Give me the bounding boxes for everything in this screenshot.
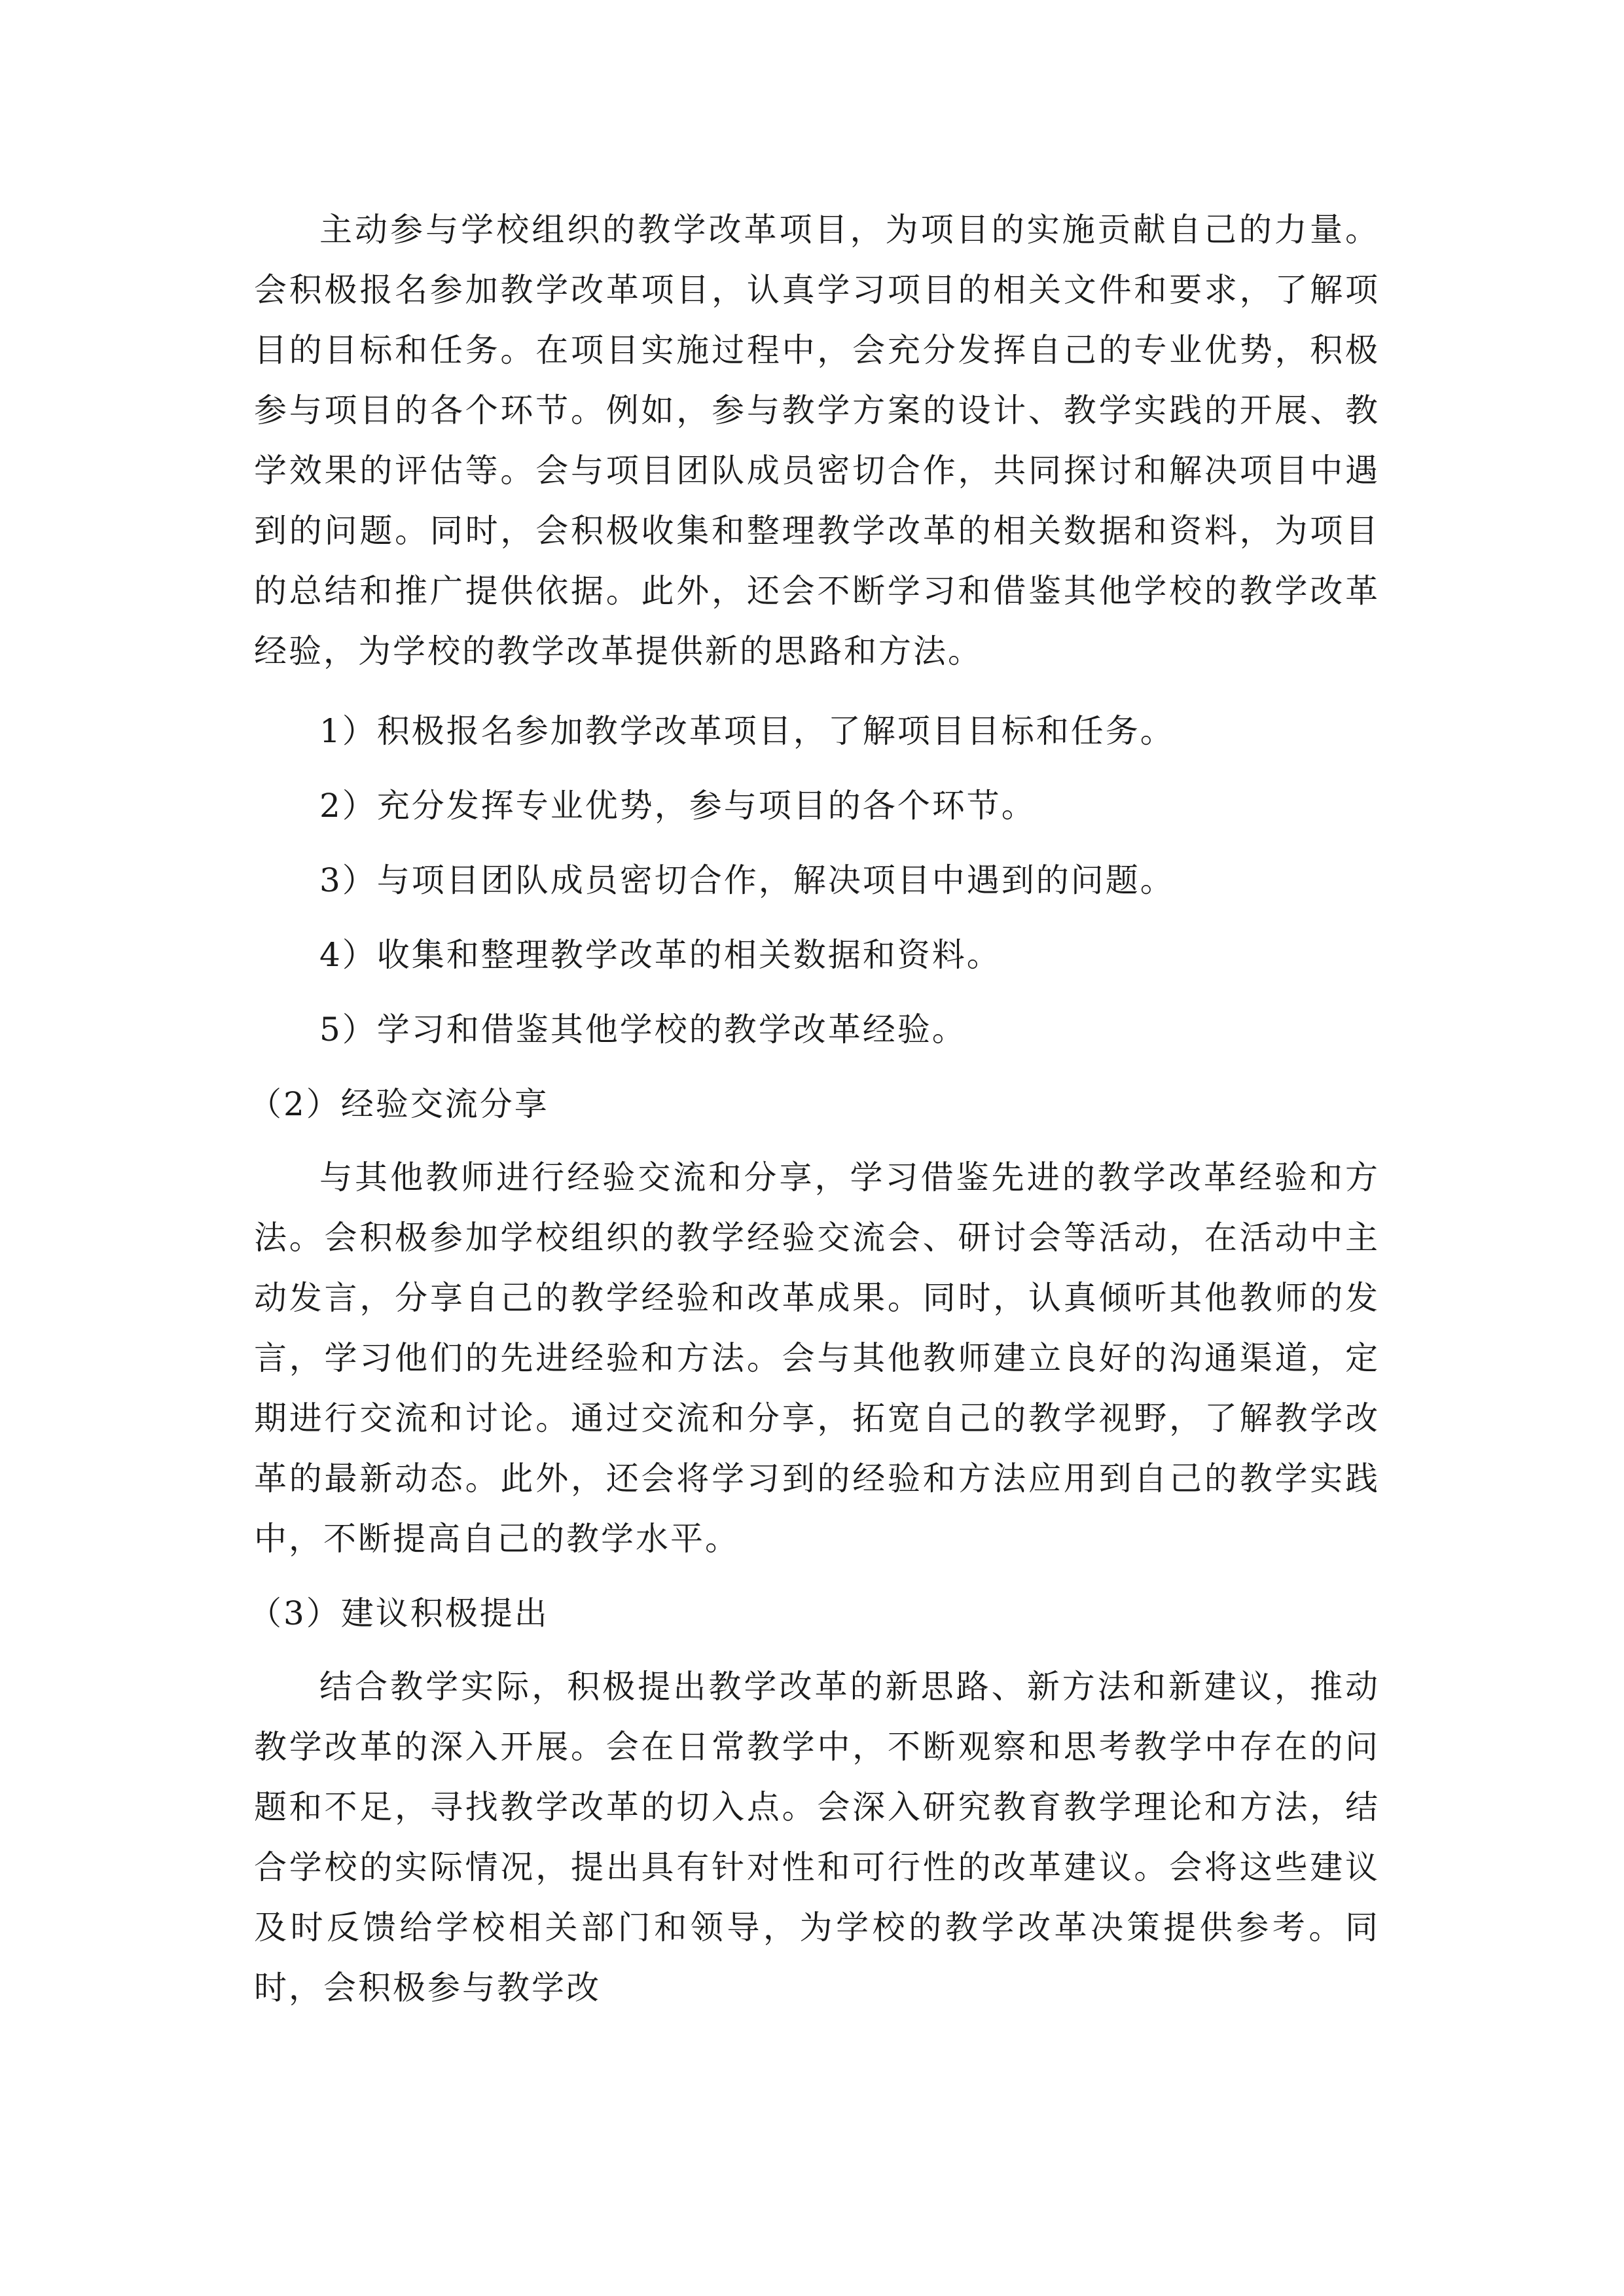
list-item: 4）收集和整理教学改革的相关数据和资料。 — [319, 936, 1001, 974]
paragraph-project-participation: 主动参与学校组织的教学改革项目，为项目的实施贡献自己的力量。会积极报名参加教学改革项目，认真学习项目的相关文件和要求，了解项目的目标和任务。在项目实施过程中，会充分发挥自己的专业优势，积极参与项目的各个环节。例如，参与教学方案的设计、教学实践的开展、教学效果的评估等。会与项目团队成员密切合作，共同探讨和解决项目中遇到的问题。同时，会积极收集和整理教学改革的相关数据和资料，为项目的总结和推广提供依据。此外，还会不断学习和借鉴其他学校的教学改革经验，为学校的教学改革提供新的思路和方法。 — [254, 211, 1380, 670]
document-body — [249, 200, 1380, 2018]
list-item: 3）与项目团队成员密切合作，解决项目中遇到的问题。 — [319, 861, 1175, 899]
paragraph-experience-sharing: 与其他教师进行经验交流和分享，学习借鉴先进的教学改革经验和方法。会积极参加学校组织的教学经验交流会、研讨会等活动，在活动中主动发言，分享自己的教学经验和改革成果。同时，认真倾听其他教师的发言，学习他们的先进经验和方法。会与其他教师建立良好的沟通渠道，定期进行交流和讨论。通过交流和分享，拓宽自己的教学视野，了解教学改革的最新动态。此外，还会将学习到的经验和方法应用到自己的教学实践中，不断提高自己的教学水平。 — [254, 1158, 1380, 1558]
section-heading-suggestions: （3）建议积极提出 — [249, 1594, 549, 1632]
list-item: 2）充分发挥专业优势，参与项目的各个环节。 — [319, 787, 1036, 825]
section-heading-experience-sharing: （2）经验交流分享 — [249, 1085, 549, 1123]
paragraph-suggestions: 结合教学实际，积极提出教学改革的新思路、新方法和新建议，推动教学改革的深入开展。会在日常教学中，不断观察和思考教学中存在的问题和不足，寻找教学改革的切入点。会深入研究教育教学理论和方法，结合学校的实际情况，提出具有针对性和可行性的改革建议。会将这些建议及时反馈给学校相关部门和领导，为学校的教学改革决策提供参考。同时，会积极参与教学改 — [254, 1668, 1380, 2007]
list-item: 5）学习和借鉴其他学校的教学改革经验。 — [319, 1011, 967, 1049]
list-item: 1）积极报名参加教学改革项目，了解项目目标和任务。 — [319, 712, 1175, 750]
